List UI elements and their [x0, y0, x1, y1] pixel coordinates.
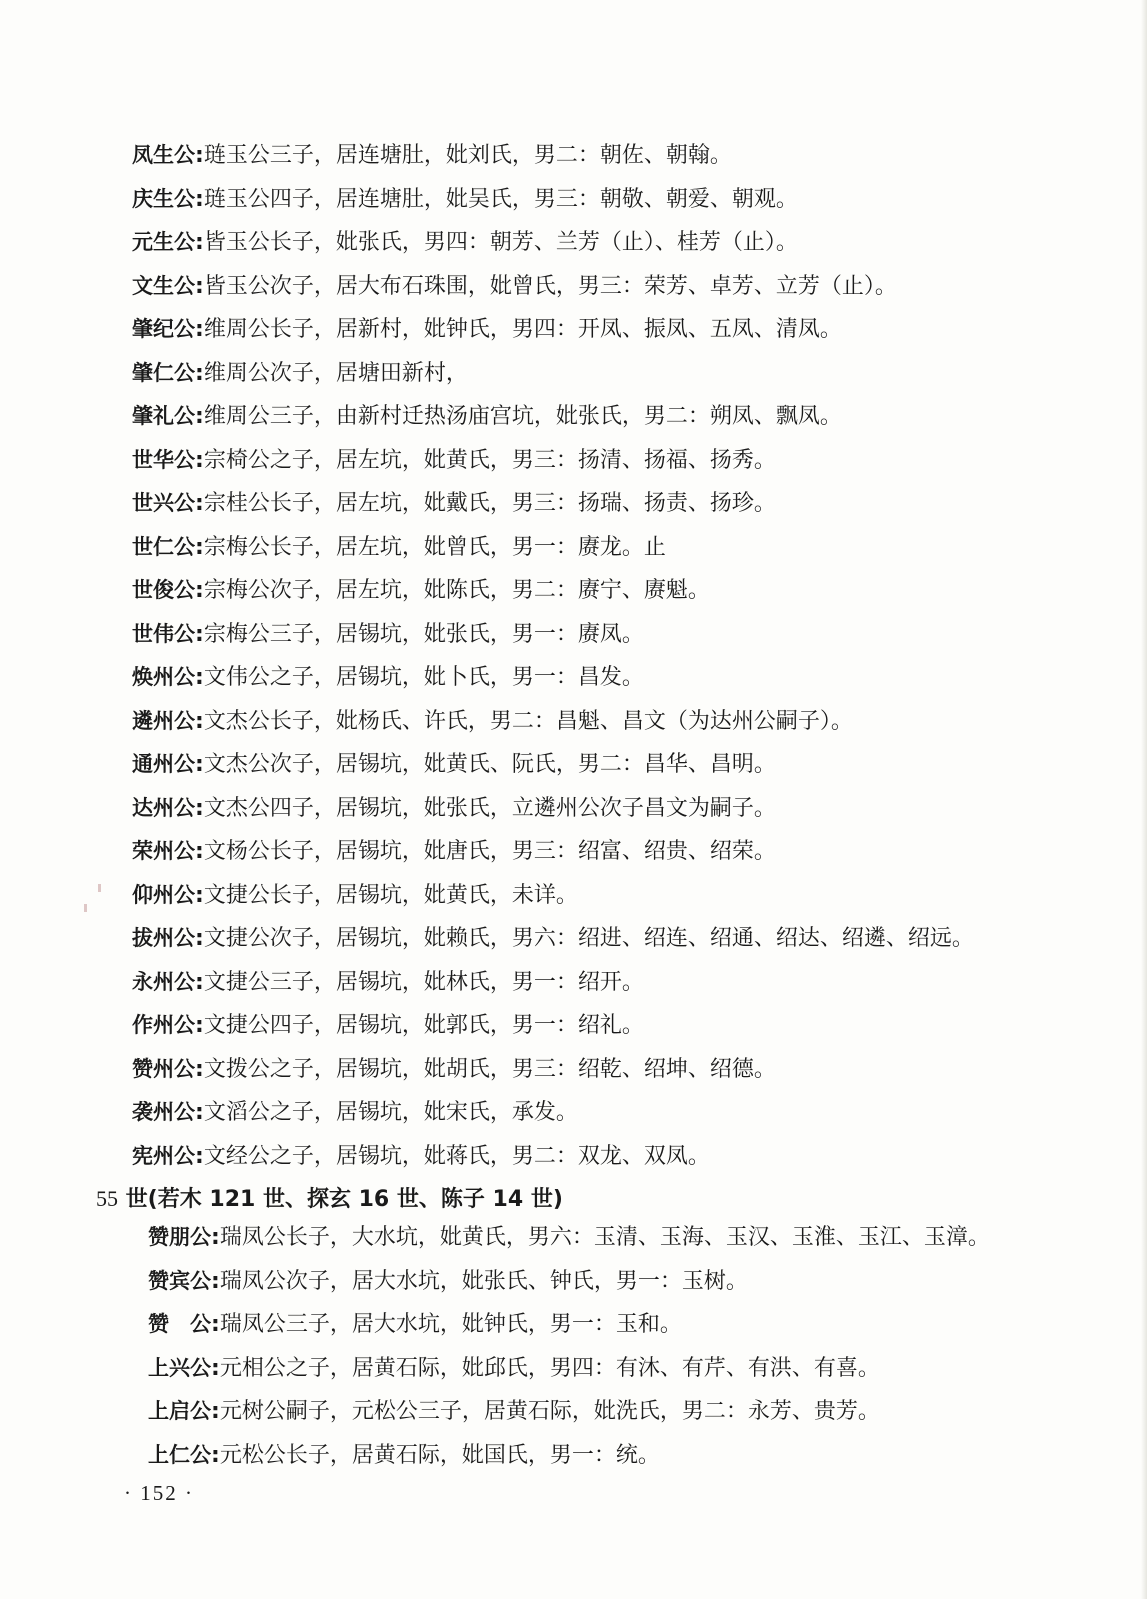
entry-text: 文杰公次子，居锡坑，妣黄氏、阮氏，男二：昌华、昌明。	[203, 752, 776, 777]
entry-text: 文捷公四子，居锡坑，妣郭氏，男一：绍礼。	[203, 1013, 644, 1038]
entry-text: 元相公之子，居黄石际，妣邱氏，男四：有沐、有芹、有洪、有喜。	[219, 1355, 880, 1381]
entry-text: 宗椅公之子，居左坑，妣黄氏，男三：扬清、扬福、扬秀。	[203, 447, 776, 473]
page-edge	[1141, 0, 1147, 1599]
entry-name: 庆生公	[132, 186, 195, 211]
entry-19: 永州公:文捷公三子，居锡坑，妣林氏，男一：绍开。	[132, 969, 644, 995]
entry-name: 通州公	[132, 752, 195, 776]
entry2-4: 上启公:元树公嗣子，元松公三子，居黄石际，妣洗氏，男二：永芳、贵芳。	[148, 1399, 880, 1424]
entry-6: 肇礼公:维周公三子，由新村迁热汤庙宫坑，妣张氏，男二：朔凤、飘凤。	[132, 404, 842, 429]
entry-name: 凤生公	[132, 143, 195, 167]
entry-name: 文生公	[132, 273, 195, 298]
entry2-0: 赞朋公:瑞凤公长子，大水坑，妣黄氏，男六：玉清、玉海、玉汉、玉淮、玉江、玉漳。	[148, 1225, 990, 1250]
entry2-3: 上兴公:元相公之子，居黄石际，妣邱氏，男四：有沐、有芹、有洪、有喜。	[148, 1355, 880, 1381]
entry-text: 瑞凤公次子，居大水坑，妣张氏、钟氏，男一：玉树。	[219, 1268, 748, 1294]
entry-text: 元树公嗣子，元松公三子，居黄石际，妣洗氏，男二：永芳、贵芳。	[219, 1399, 880, 1424]
entry-text: 宗梅公次子，居左坑，妣陈氏，男二：赓宁、赓魁。	[203, 578, 710, 603]
entry-2: 元生公:皆玉公长子，妣张氏，男四：朝芳、兰芳（止）、桂芳（止）。	[132, 230, 798, 255]
entry-text: 宗梅公长子，居左坑，妣曾氏，男一：赓龙。止	[203, 534, 666, 560]
entry-text: 琏玉公三子，居连塘肚，妣刘氏，男二：朝佐、朝翰。	[203, 143, 732, 168]
entry-20: 作州公:文捷公四子，居锡坑，妣郭氏，男一：绍礼。	[132, 1013, 644, 1038]
entry-name: 元生公	[132, 230, 195, 254]
entry-name: 遴州公	[132, 708, 195, 733]
entry-22: 袭州公:文滔公之子，居锡坑，妣宋氏，承发。	[132, 1100, 578, 1125]
entry-text: 文滔公之子，居锡坑，妣宋氏，承发。	[203, 1100, 578, 1125]
entry-23: 宪州公:文经公之子，居锡坑，妣蒋氏，男二：双龙、双凤。	[132, 1143, 710, 1169]
entry-8: 世兴公:宗桂公长子，居左坑，妣戴氏，男三：扬瑞、扬责、扬珍。	[132, 491, 776, 516]
entry-12: 焕州公:文伟公之子，居锡坑，妣卜氏，男一：昌发。	[132, 665, 644, 690]
entry2-1: 赞宾公:瑞凤公次子，居大水坑，妣张氏、钟氏，男一：玉树。	[148, 1268, 748, 1294]
scan-speck	[84, 904, 87, 912]
entry-5: 肇仁公:维周公次子，居塘田新村，	[132, 360, 468, 386]
entry-name: 仰州公	[132, 882, 195, 907]
entry-name: 袭州公	[132, 1100, 195, 1124]
entry-name: 永州公	[132, 969, 195, 994]
entry-name: 赞宾公	[148, 1268, 211, 1293]
entry-text: 宗桂公长子，居左坑，妣戴氏，男三：扬瑞、扬责、扬珍。	[203, 491, 776, 516]
entry-name: 世俊公	[132, 578, 195, 602]
entry-10: 世俊公:宗梅公次子，居左坑，妣陈氏，男二：赓宁、赓魁。	[132, 578, 710, 603]
entry-name: 赞 公	[148, 1312, 211, 1336]
entry-text: 文捷公三子，居锡坑，妣林氏，男一：绍开。	[203, 969, 644, 995]
entry-0: 凤生公:琏玉公三子，居连塘肚，妣刘氏，男二：朝佐、朝翰。	[132, 143, 732, 168]
entry-name: 肇仁公	[132, 360, 195, 385]
entry-text: 维周公次子，居塘田新村，	[203, 360, 468, 386]
entry-name: 赞朋公	[148, 1225, 211, 1249]
entry-15: 达州公:文杰公四子，居锡坑，妣张氏，立遴州公次子昌文为嗣子。	[132, 795, 776, 821]
entry-name: 拔州公	[132, 926, 195, 950]
entry-text: 元松公长子，居黄石际，妣国氏，男一：统。	[219, 1442, 660, 1468]
entry-name: 上仁公	[148, 1442, 211, 1467]
entry-text: 文经公之子，居锡坑，妣蒋氏，男二：双龙、双凤。	[203, 1143, 710, 1169]
entry-16: 荣州公:文杨公长子，居锡坑，妣唐氏，男三：绍富、绍贵、绍荣。	[132, 839, 776, 864]
entry-name: 世伟公	[132, 621, 195, 646]
entry-text: 琏玉公四子，居连塘肚，妣吴氏，男三：朝敬、朝爱、朝观。	[203, 186, 798, 212]
entry-name: 荣州公	[132, 839, 195, 863]
entry-name: 赞州公	[132, 1056, 195, 1081]
entry-9: 世仁公:宗梅公长子，居左坑，妣曾氏，男一：赓龙。止	[132, 534, 666, 560]
generation-number: 55	[96, 1186, 118, 1211]
entry-text: 文伟公之子，居锡坑，妣卜氏，男一：昌发。	[203, 665, 644, 690]
entry-name: 肇礼公	[132, 404, 195, 428]
entry-17: 仰州公:文捷公长子，居锡坑，妣黄氏，未详。	[132, 882, 578, 908]
entry2-2: 赞 公:瑞凤公三子，居大水坑，妣钟氏，男一：玉和。	[148, 1312, 682, 1337]
entry-text: 文拨公之子，居锡坑，妣胡氏，男三：绍乾、绍坤、绍德。	[203, 1056, 776, 1082]
entry-18: 拔州公:文捷公次子，居锡坑，妣赖氏，男六：绍进、绍连、绍通、绍达、绍遴、绍远。	[132, 926, 974, 951]
entry-name: 达州公	[132, 795, 195, 820]
entry-text: 维周公三子，由新村迁热汤庙宫坑，妣张氏，男二：朔凤、飘凤。	[203, 404, 842, 429]
entry-1: 庆生公:琏玉公四子，居连塘肚，妣吴氏，男三：朝敬、朝爱、朝观。	[132, 186, 798, 212]
entry-text: 瑞凤公长子，大水坑，妣黄氏，男六：玉清、玉海、玉汉、玉淮、玉江、玉漳。	[219, 1225, 990, 1250]
entry-name: 肇纪公	[132, 317, 195, 341]
entry2-5: 上仁公:元松公长子，居黄石际，妣国氏，男一：统。	[148, 1442, 660, 1468]
entry-text: 维周公长子，居新村，妣钟氏，男四：开凤、振凤、五凤、清凤。	[203, 317, 842, 342]
entry-text: 文捷公次子，居锡坑，妣赖氏，男六：绍进、绍连、绍通、绍达、绍遴、绍远。	[203, 926, 974, 951]
entry-name: 世仁公	[132, 534, 195, 559]
entry-name: 世华公	[132, 447, 195, 472]
scan-speck	[98, 884, 101, 892]
entry-name: 作州公	[132, 1013, 195, 1037]
entry-name: 宪州公	[132, 1143, 195, 1168]
entry-text: 皆玉公长子，妣张氏，男四：朝芳、兰芳（止）、桂芳（止）。	[203, 230, 798, 255]
entry-name: 上启公	[148, 1399, 211, 1423]
entry-14: 通州公:文杰公次子，居锡坑，妣黄氏、阮氏，男二：昌华、昌明。	[132, 752, 776, 777]
entry-text: 文杨公长子，居锡坑，妣唐氏，男三：绍富、绍贵、绍荣。	[203, 839, 776, 864]
entry-name: 世兴公	[132, 491, 195, 515]
generation-heading	[96, 1179, 563, 1220]
entry-7: 世华公:宗椅公之子，居左坑，妣黄氏，男三：扬清、扬福、扬秀。	[132, 447, 776, 473]
entry-text: 皆玉公次子，居大布石珠围，妣曾氏，男三：荣芳、卓芳、立芳（止）。	[203, 273, 897, 299]
entry-text: 文杰公长子，妣杨氏、许氏，男二：昌魁、昌文（为达州公嗣子）。	[203, 708, 853, 734]
entry-21: 赞州公:文拨公之子，居锡坑，妣胡氏，男三：绍乾、绍坤、绍德。	[132, 1056, 776, 1082]
entry-text: 文捷公长子，居锡坑，妣黄氏，未详。	[203, 882, 578, 908]
page-number: · 152 ·	[124, 1481, 194, 1505]
entry-name: 焕州公	[132, 665, 195, 689]
entry-13: 遴州公:文杰公长子，妣杨氏、许氏，男二：昌魁、昌文（为达州公嗣子）。	[132, 708, 853, 734]
entry-text: 宗梅公三子，居锡坑，妣张氏，男一：赓凤。	[203, 621, 644, 647]
genealogy-entries-54	[132, 134, 1092, 1178]
entry-text: 瑞凤公三子，居大水坑，妣钟氏，男一：玉和。	[219, 1312, 682, 1337]
entry-name: 上兴公	[148, 1355, 211, 1380]
entry-11: 世伟公:宗梅公三子，居锡坑，妣张氏，男一：赓凤。	[132, 621, 644, 647]
entry-text: 文杰公四子，居锡坑，妣张氏，立遴州公次子昌文为嗣子。	[203, 795, 776, 821]
genealogy-entries-55	[148, 1216, 1108, 1477]
generation-label: 世(若木 121 世、探玄 16 世、陈子 14 世)	[125, 1187, 563, 1212]
entry-4: 肇纪公:维周公长子，居新村，妣钟氏，男四：开凤、振凤、五凤、清凤。	[132, 317, 842, 342]
entry-3: 文生公:皆玉公次子，居大布石珠围，妣曾氏，男三：荣芳、卓芳、立芳（止）。	[132, 273, 897, 299]
